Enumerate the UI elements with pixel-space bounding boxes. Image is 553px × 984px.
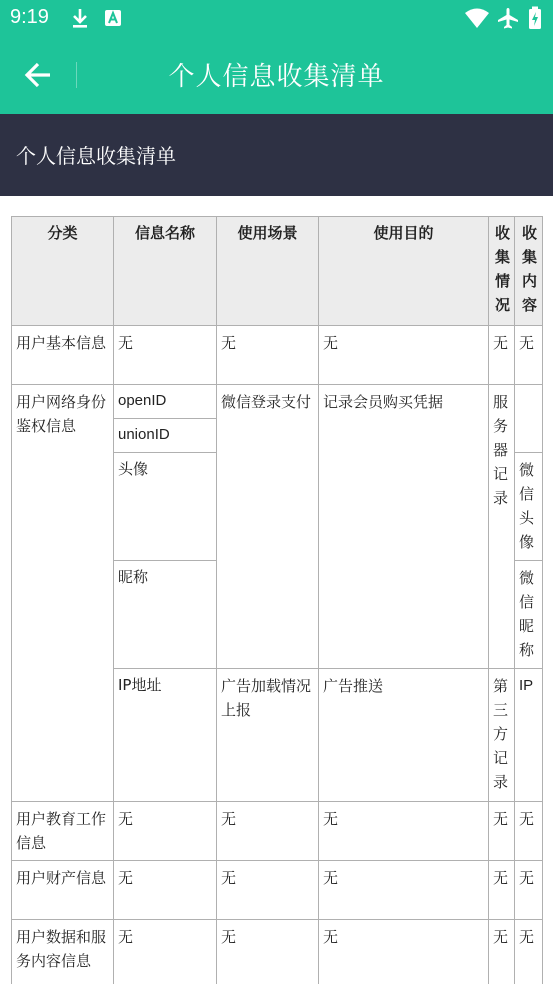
cell-usage-purpose: 广告推送 bbox=[319, 669, 489, 802]
app-bar bbox=[0, 36, 553, 114]
cell-usage-scene: 无 bbox=[217, 326, 319, 385]
cell-usage-purpose: 无 bbox=[319, 326, 489, 385]
page-title: 个人信息收集清单 bbox=[168, 62, 385, 92]
airplane-mode-icon bbox=[496, 6, 520, 30]
cell-collection-status: 服务器记录 bbox=[489, 385, 515, 669]
header-info-name: 信息名称 bbox=[114, 217, 217, 326]
cell-usage-scene: 微信登录支付 bbox=[217, 385, 319, 669]
info-collection-table bbox=[11, 216, 543, 984]
cell-usage-scene: 无 bbox=[217, 920, 319, 984]
cell-info-name: IP地址 bbox=[114, 669, 217, 802]
cell-collection-content-empty bbox=[515, 385, 543, 453]
cell-info-name: 头像 bbox=[114, 453, 217, 561]
font-app-icon bbox=[104, 6, 122, 30]
cell-usage-purpose: 无 bbox=[319, 920, 489, 984]
content-banner bbox=[0, 114, 553, 196]
wifi-icon bbox=[464, 6, 490, 30]
cell-usage-scene: 广告加载情况上报 bbox=[217, 669, 319, 802]
table-header-row bbox=[12, 217, 543, 326]
cell-collection-status: 无 bbox=[489, 326, 515, 385]
table-row bbox=[12, 326, 543, 385]
cell-usage-purpose: 无 bbox=[319, 861, 489, 920]
cell-category: 用户基本信息 bbox=[12, 326, 114, 385]
status-time: 9:19 bbox=[10, 6, 49, 28]
download-icon bbox=[70, 6, 90, 30]
cell-category: 用户数据和服务内容信息 bbox=[12, 920, 114, 984]
table-row bbox=[12, 385, 543, 419]
cell-collection-status: 第三方记录 bbox=[489, 669, 515, 802]
cell-info-name: unionID bbox=[114, 419, 217, 453]
table-row bbox=[12, 920, 543, 984]
cell-collection-content: 无 bbox=[515, 326, 543, 385]
cell-collection-status: 无 bbox=[489, 920, 515, 984]
cell-collection-status: 无 bbox=[489, 802, 515, 861]
cell-collection-content: 微信头像 bbox=[515, 453, 543, 561]
cell-info-name: 无 bbox=[114, 920, 217, 984]
cell-category: 用户财产信息 bbox=[12, 861, 114, 920]
cell-info-name: 昵称 bbox=[114, 561, 217, 669]
cell-collection-content: 无 bbox=[515, 802, 543, 861]
cell-collection-content: 微信昵称 bbox=[515, 561, 543, 669]
cell-usage-scene: 无 bbox=[217, 802, 319, 861]
cell-category: 用户网络身份鉴权信息 bbox=[12, 385, 114, 802]
cell-info-name: 无 bbox=[114, 326, 217, 385]
header-collection-content: 收集内容 bbox=[515, 217, 543, 326]
cell-collection-content: 无 bbox=[515, 861, 543, 920]
cell-collection-status: 无 bbox=[489, 861, 515, 920]
cell-category: 用户教育工作信息 bbox=[12, 802, 114, 861]
banner-title: 个人信息收集清单 bbox=[16, 144, 176, 168]
header-usage-purpose: 使用目的 bbox=[319, 217, 489, 326]
cell-usage-purpose: 无 bbox=[319, 802, 489, 861]
cell-info-name: 无 bbox=[114, 802, 217, 861]
cell-collection-content: IP bbox=[515, 669, 543, 802]
header-collection-status: 收集情况 bbox=[489, 217, 515, 326]
header-category: 分类 bbox=[12, 217, 114, 326]
table-row bbox=[12, 802, 543, 861]
table-row bbox=[12, 861, 543, 920]
status-bar bbox=[0, 0, 553, 36]
cell-usage-scene: 无 bbox=[217, 861, 319, 920]
header-usage-scene: 使用场景 bbox=[217, 217, 319, 326]
cell-info-name: 无 bbox=[114, 861, 217, 920]
battery-icon bbox=[528, 6, 542, 30]
cell-info-name: openID bbox=[114, 385, 217, 419]
cell-collection-content: 无 bbox=[515, 920, 543, 984]
cell-usage-purpose: 记录会员购买凭据 bbox=[319, 385, 489, 669]
